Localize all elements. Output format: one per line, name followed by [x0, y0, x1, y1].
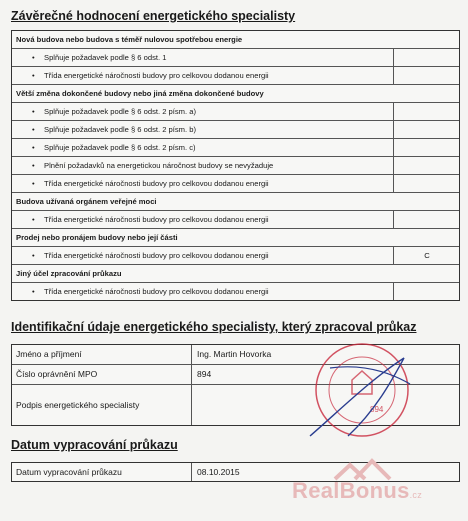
- group-heading: Větší změna dokončené budovy nebo jiná změna dokončené budovy: [12, 85, 459, 103]
- bullet-icon: •: [32, 179, 35, 188]
- bullet-icon: •: [32, 107, 35, 116]
- license-value: 894: [191, 365, 211, 384]
- criterion-value: [393, 103, 460, 120]
- criterion-value: [393, 121, 460, 138]
- criterion-row: [12, 247, 459, 265]
- criterion-value: [393, 67, 460, 84]
- bullet-icon: •: [32, 143, 35, 152]
- signature-stroke: [310, 358, 404, 436]
- date-label: Datum vypracování průkazu: [16, 467, 122, 477]
- criterion-label: Splňuje požadavek podle § 6 odst. 2 písm. c): [44, 143, 196, 152]
- signature-value: [191, 385, 197, 425]
- criterion-label: Splňuje požadavek podle § 6 odst. 2 písm. a): [44, 107, 196, 116]
- criterion-label: Třída energetické náročnosti budovy pro celkovou dodanou energii: [44, 251, 269, 260]
- bullet-icon: •: [32, 53, 35, 62]
- criterion-row: [12, 211, 459, 229]
- criterion-label: Třída energetické náročnosti budovy pro celkovou dodanou energii: [44, 179, 269, 188]
- group-heading: Jiný účel zpracování průkazu: [12, 265, 459, 283]
- criterion-row: [12, 139, 459, 157]
- name-value: Ing. Martin Hovorka: [191, 345, 271, 364]
- criterion-value: [393, 49, 460, 66]
- section-title-evaluation: Závěrečné hodnocení energetického specialisty: [11, 9, 296, 23]
- section-title-identification: Identifikační údaje energetického specialisty, který zpracoval průkaz: [11, 320, 417, 334]
- criterion-value: [393, 283, 460, 300]
- section-title-date: Datum vypracování průkazu: [11, 438, 178, 452]
- criterion-label: Třída energetické náročnosti budovy pro celkovou dodanou energii: [44, 71, 269, 80]
- official-stamp: [300, 340, 420, 450]
- name-label: Jméno a příjmení: [16, 349, 82, 359]
- bullet-icon: •: [32, 251, 35, 260]
- criterion-value: [393, 175, 460, 192]
- criterion-label: Splňuje požadavek podle § 6 odst. 2 písm. b): [44, 125, 196, 134]
- criterion-row: [12, 283, 459, 300]
- bullet-icon: •: [32, 161, 35, 170]
- criterion-label: Plnění požadavků na energetickou náročnost budovy se nevyžaduje: [44, 161, 274, 170]
- group-heading: Nová budova nebo budova s téměř nulovou spotřebou energie: [12, 31, 459, 49]
- criterion-row: [12, 175, 459, 193]
- criterion-value: [393, 139, 460, 156]
- criterion-row: [12, 67, 459, 85]
- criterion-row: [12, 49, 459, 67]
- license-label: Číslo oprávnění MPO: [16, 369, 98, 379]
- criterion-row: [12, 157, 459, 175]
- bullet-icon: •: [32, 215, 35, 224]
- criterion-value: [393, 211, 460, 228]
- bullet-icon: •: [32, 125, 35, 134]
- criterion-row: [12, 103, 459, 121]
- criterion-value: C: [393, 247, 460, 264]
- criterion-row: [12, 121, 459, 139]
- group-heading: Budova užívaná orgánem veřejné moci: [12, 193, 459, 211]
- stamp-number: 894: [370, 405, 384, 414]
- bullet-icon: •: [32, 71, 35, 80]
- criterion-label: Splňuje požadavek podle § 6 odst. 1: [44, 53, 167, 62]
- bullet-icon: •: [32, 287, 35, 296]
- watermark-logo: RealBonus.cz: [292, 478, 423, 503]
- criterion-label: Třída energetické náročnosti budovy pro celkovou dodanou energii: [44, 215, 269, 224]
- date-value: 08.10.2015: [191, 463, 240, 481]
- signature-label: Podpis energetického specialisty: [16, 400, 140, 410]
- criterion-label: Třída energetické náročnosti budovy pro celkovou dodanou energii: [44, 287, 269, 296]
- criterion-value: [393, 157, 460, 174]
- group-heading: Prodej nebo pronájem budovy nebo její části: [12, 229, 459, 247]
- evaluation-table: [11, 30, 460, 301]
